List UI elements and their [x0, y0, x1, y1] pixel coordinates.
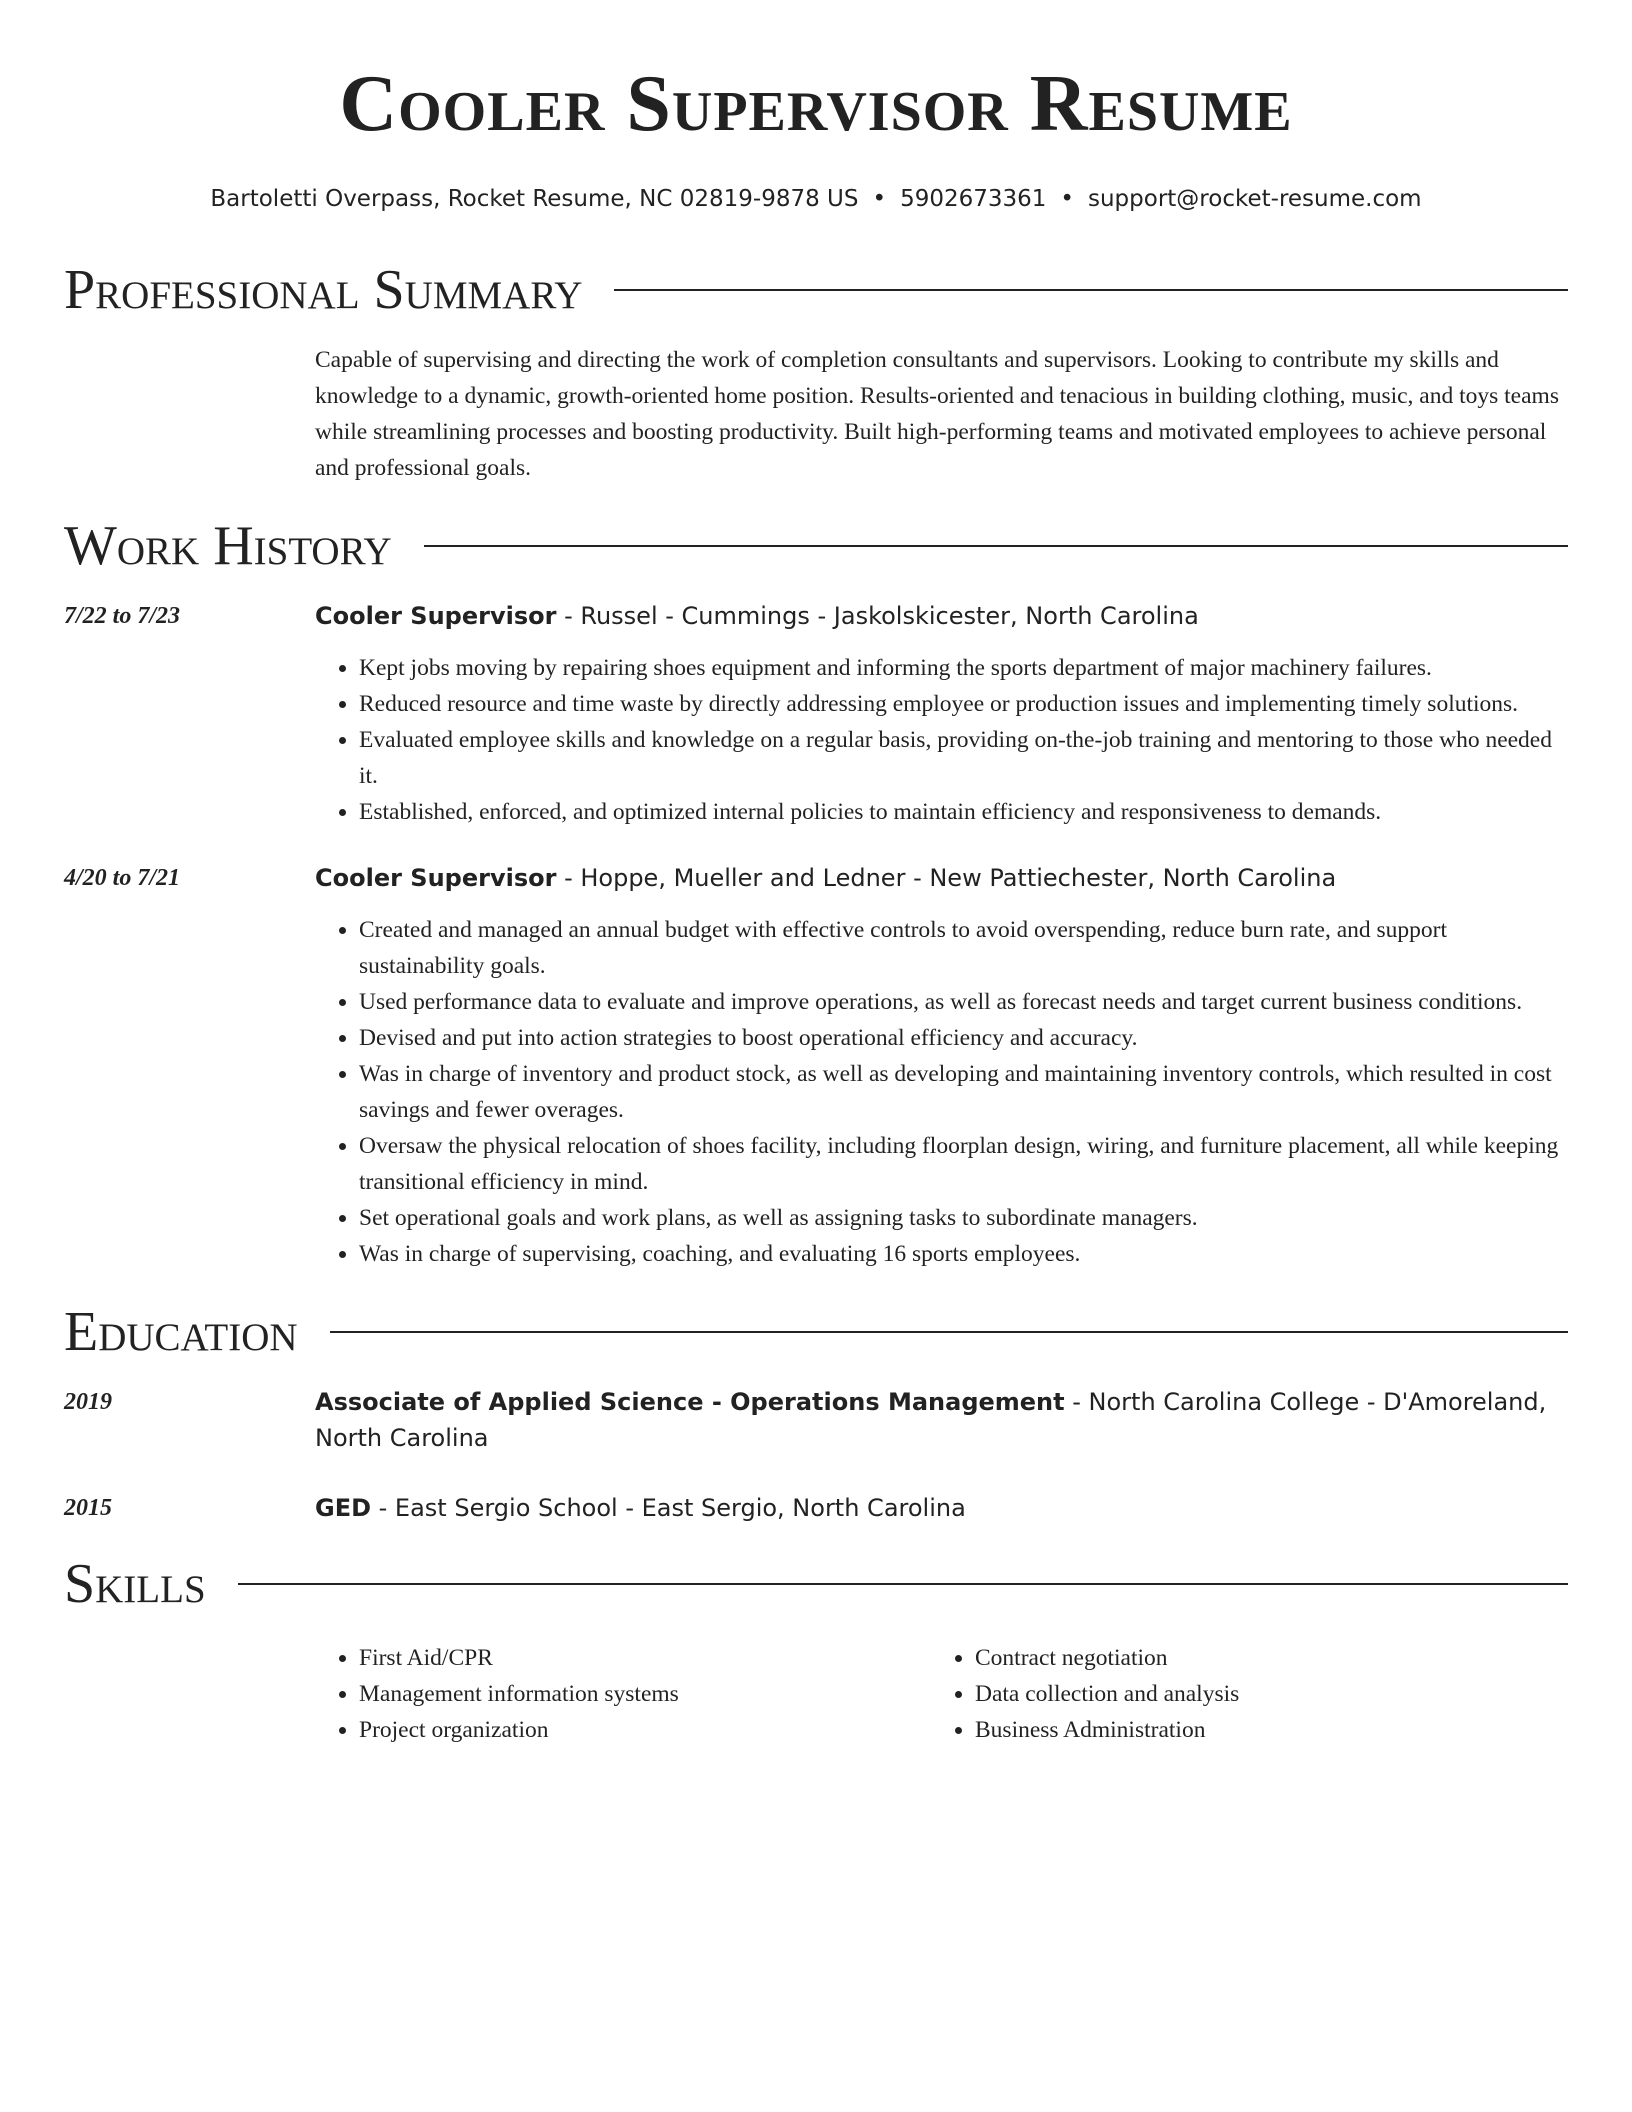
skill-item: • Project organization [359, 1712, 931, 1748]
job-title: Cooler Supervisor [315, 602, 557, 630]
section-divider [424, 545, 1568, 547]
job-dates: 7/22 to 7/23 [64, 603, 181, 629]
list-item: • Established, enforced, and optimized internal policies to maintain efficiency and responsiveness to demands. [359, 794, 1568, 830]
skills-column-1 [315, 1640, 931, 1748]
job-entry [64, 860, 1568, 1272]
contact-separator: • [872, 186, 887, 212]
section-divider [614, 289, 1568, 291]
list-item: • Created and managed an annual budget with effective controls to avoid overspending, reduce burn rate, and support sustainability goals. [359, 912, 1568, 984]
job-title: Cooler Supervisor [315, 864, 557, 892]
list-item: • Set operational goals and work plans, as well as assigning tasks to subordinate managers. [359, 1200, 1568, 1236]
skill-item: • Business Administration [975, 1712, 1547, 1748]
job-bullets [315, 912, 1568, 1272]
work-heading: Work History [64, 515, 392, 577]
job-heading [315, 598, 1568, 634]
summary-heading: Professional Summary [64, 259, 583, 321]
skills-section-header [64, 1552, 1568, 1616]
education-section-header [64, 1300, 1568, 1364]
list-item: • Kept jobs moving by repairing shoes equipment and informing the sports department of major machinery failures. [359, 650, 1568, 686]
job-employer: - Hoppe, Mueller and Ledner - New Pattiechester, North Carolina [556, 864, 1337, 892]
skills-heading: Skills [64, 1553, 206, 1615]
list-item: • Used performance data to evaluate and improve operations, as well as forecast needs and target current business conditions. [359, 984, 1568, 1020]
contact-separator: • [1060, 186, 1074, 212]
contact-line [64, 184, 1568, 214]
contact-address: Bartoletti Overpass, Rocket Resume, NC 02819-9878 US [210, 186, 859, 212]
skills-row [64, 1640, 1568, 1748]
job-employer: - Russel - Cummings - Jaskolskicester, North Carolina [556, 602, 1199, 630]
education-heading-line [315, 1384, 1568, 1456]
resume-page [64, 0, 1568, 1748]
contact-phone: 5902673361 [900, 186, 1047, 212]
education-entry [64, 1384, 1568, 1456]
education-degree: Associate of Applied Science - Operations Management [315, 1388, 1065, 1416]
list-item: • Reduced resource and time waste by directly addressing employee or production issues and implementing timely solutions. [359, 686, 1568, 722]
job-dates: 4/20 to 7/21 [64, 865, 181, 891]
education-year: 2015 [64, 1495, 112, 1521]
education-heading-line [315, 1490, 1568, 1526]
job-heading [315, 860, 1568, 896]
education-school: - East Sergio School - East Sergio, North Carolina [371, 1494, 966, 1522]
list-item: • Oversaw the physical relocation of shoes facility, including floorplan design, wiring, and furniture placement, all while keeping transitional efficiency in mind. [359, 1128, 1568, 1200]
education-degree: GED [315, 1494, 372, 1522]
summary-text: Capable of supervising and directing the work of completion consultants and supervisors. Looking to contribute my skills and knowledge to a dynamic, growth-oriented home position. Results-oriented and tenacious in building clothing, music, and toys teams while streamlining processes and boosting productivity. Built high-performing teams and motivated employees to achieve personal and professional goals. [315, 347, 1559, 481]
list-item: • Devised and put into action strategies to boost operational efficiency and accuracy. [359, 1020, 1568, 1056]
section-divider [238, 1583, 1568, 1585]
resume-title: Cooler Supervisor Resume [339, 60, 1293, 148]
summary-row [64, 322, 1568, 486]
contact-email: support@rocket-resume.com [1088, 186, 1422, 212]
skills-column-2 [931, 1640, 1547, 1748]
list-item: • Evaluated employee skills and knowledge on a regular basis, providing on-the-job training and mentoring to those who needed it. [359, 722, 1568, 794]
skill-item: • Contract negotiation [975, 1640, 1547, 1676]
section-divider [330, 1331, 1568, 1333]
list-item: • Was in charge of supervising, coaching, and evaluating 16 sports employees. [359, 1236, 1568, 1272]
education-heading: Education [64, 1301, 298, 1363]
education-entry [64, 1490, 1568, 1526]
summary-section-header [64, 258, 1568, 322]
list-item: • Was in charge of inventory and product stock, as well as developing and maintaining inventory controls, which resulted in cost savings and fewer overages. [359, 1056, 1568, 1128]
skill-item: • Management information systems [359, 1676, 931, 1712]
job-entry [64, 598, 1568, 830]
skill-item: • Data collection and analysis [975, 1676, 1547, 1712]
job-bullets [315, 650, 1568, 830]
work-section-header [64, 514, 1568, 578]
skill-item: • First Aid/CPR [359, 1640, 931, 1676]
education-school: - North Carolina College - D'Amoreland, North Carolina [315, 1388, 1547, 1452]
education-year: 2019 [64, 1389, 112, 1415]
